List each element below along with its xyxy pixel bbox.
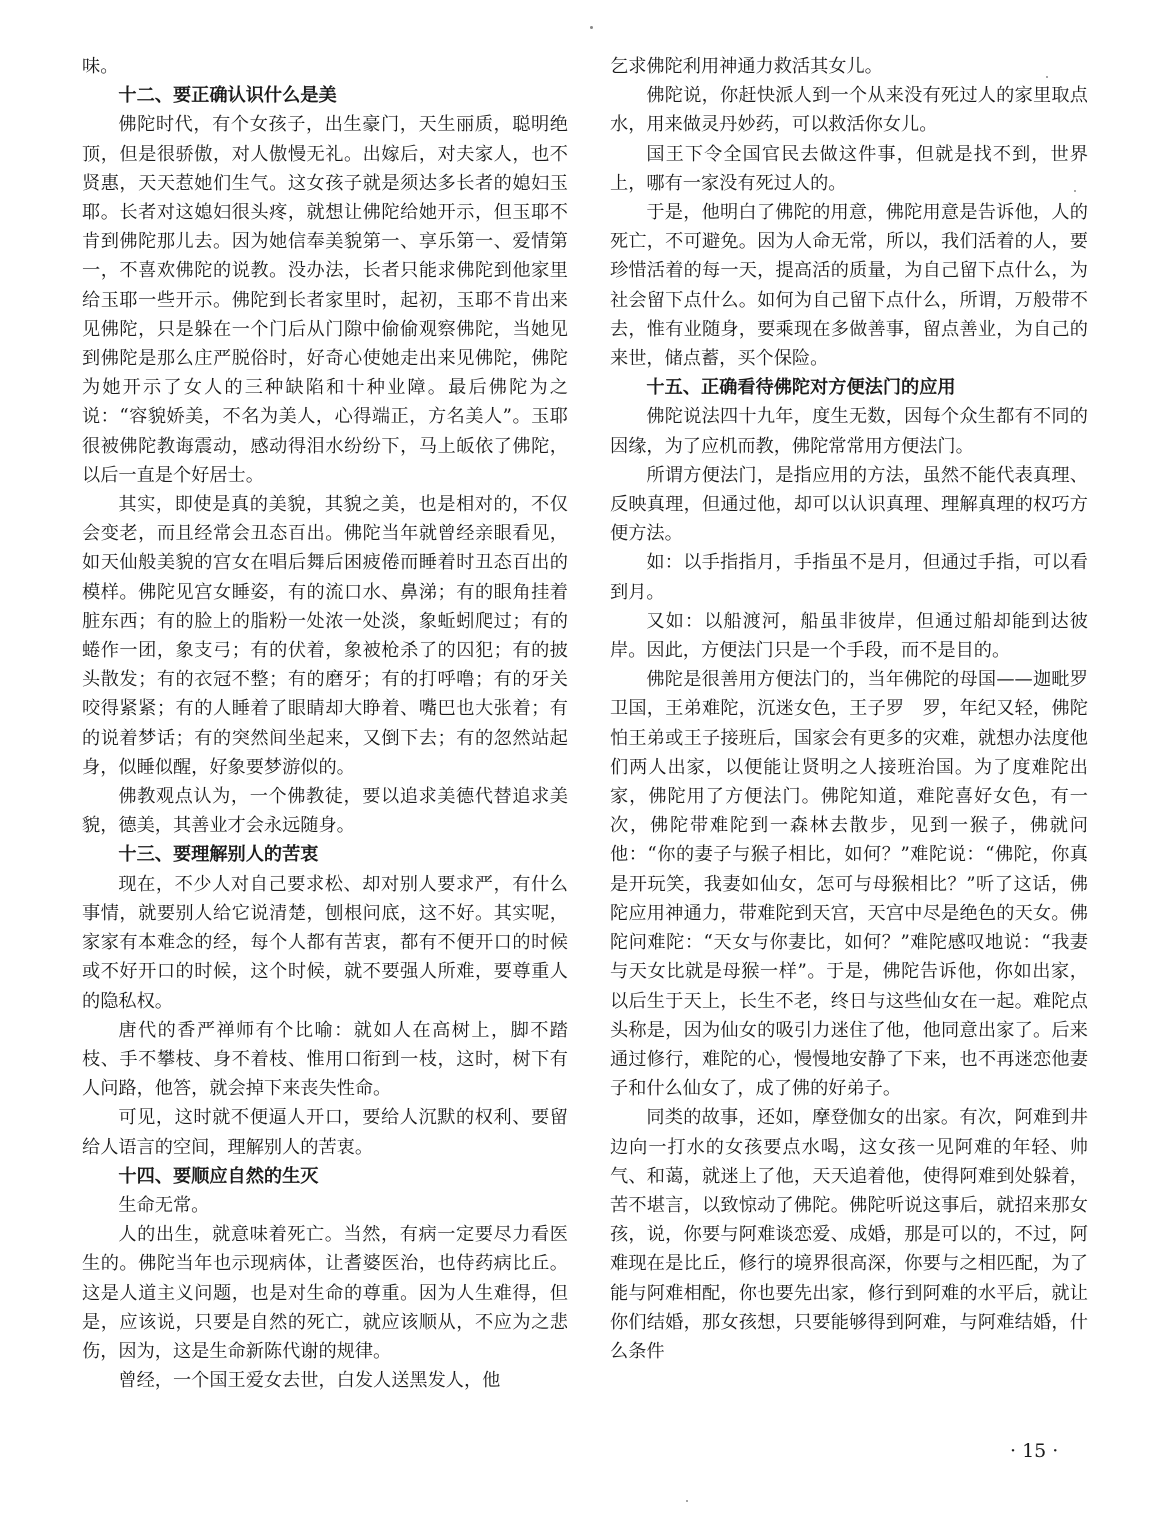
section-heading: 十四、要顺应自然的生灭 (118, 1165, 319, 1187)
paragraph: 国王下令全国官民去做这件事，但就是找不到，世界上，哪有一家没有死过人的。 (610, 143, 1088, 194)
paragraph: 所谓方便法门，是指应用的方法，虽然不能代表真理、反映真理，但通过他，却可以认识真理、理解真理的权巧方便方法。 (610, 464, 1088, 545)
left-text-column (82, 52, 568, 1395)
paragraph: 曾经，一个国王爱女去世，白发人送黑发人，他 (118, 1370, 501, 1392)
paragraph: 佛陀是很善用方便法门的，当年佛陀的母国——迦毗罗卫国，王弟难陀，沉迷女色，王子罗 罗，年纪又轻，佛陀怕王弟或王子接班后，国家会有更多的灾难，就想办法度他们两人出家，以便能让贤明之人接班治国。为了度难陀出家，佛陀用了方便法门。佛陀知道，难陀喜好女色，有一次，佛陀带难陀到一森林去散步，见到一猴子，佛就问他：“你的妻子与猴子相比，如何？”难陀说：“佛陀，你真是开玩笑，我妻如仙女，怎可与母猴相比？”听了这话，佛陀应用神通力，带难陀到天宫，天宫中尽是绝色的天女。佛陀问难陀：“天女与你妻比，如何？”难陀感叹地说：“我妻与天女比就是母猴一样”。于是，佛陀告诉他，你如出家，以后生于天上，长生不老，终日与这些仙女在一起。难陀点头称是，因为仙女的吸引力迷住了他，他同意出家了。后来通过修行，难陀的心，慢慢地安静了下来，也不再迷恋他妻子和什么仙女了，成了佛的好弟子。 (610, 669, 1088, 1100)
paragraph: 于是，他明白了佛陀的用意，佛陀用意是告诉他，人的死亡，不可避免。因为人命无常，所以，我们活着的人，要珍惜活着的每一天，提高活的质量，为自己留下点什么，为社会留下点什么。如何为自己留下点什么，所谓，万般带不去，惟有业随身，要乘现在多做善事，留点善业，为自己的来世，储点蓄，买个保险。 (610, 202, 1088, 370)
right-text-column (610, 52, 1088, 1366)
scan-speck (686, 1500, 688, 1502)
paragraph: 如：以手指指月，手指虽不是月，但通过手指，可以看到月。 (610, 552, 1088, 603)
scan-speck (590, 26, 593, 29)
section-heading: 十二、要正确认识什么是美 (118, 85, 337, 107)
paragraph: 佛教观点认为，一个佛教徒，要以追求美德代替追求美貌，德美，其善业才会永远随身。 (82, 786, 568, 837)
paragraph: 佛陀时代，有个女孩子，出生豪门，天生丽质，聪明绝顶，但是很骄傲，对人傲慢无礼。出嫁后，对夫家人，也不贤惠，天天惹她们生气。这女孩子就是须达多长者的媳妇玉耶。长者对这媳妇很头疼，就想让佛陀给她开示，但玉耶不肯到佛陀那儿去。因为她信奉美貌第一、享乐第一、爱情第一，不喜欢佛陀的说教。没办法，长者只能求佛陀到他家里给玉耶一些开示。佛陀到长者家里时，起初，玉耶不肯出来见佛陀，只是躲在一个门后从门隙中偷偷观察佛陀，当她见到佛陀是那么庄严脱俗时，好奇心使她走出来见佛陀，佛陀为她开示了女人的三种缺陷和十种业障。最后佛陀为之说：“容貌娇美，不名为美人，心得端正，方名美人”。玉耶很被佛陀教诲震动，感动得泪水纷纷下，马上皈依了佛陀，以后一直是个好居士。 (82, 114, 568, 486)
paragraph: 生命无常。 (118, 1194, 210, 1216)
paragraph: 佛陀说，你赶快派人到一个从来没有死过人的家里取点水，用来做灵丹妙药，可以救活你女儿。 (610, 85, 1088, 136)
paragraph: 味。 (82, 56, 119, 77)
paragraph: 唐代的香严禅师有个比喻：就如人在高树上，脚不踏枝、手不攀枝、身不着枝、惟用口衔到一枝，这时，树下有人问路，他答，就会掉下来丧失性命。 (82, 1019, 568, 1100)
paragraph: 乞求佛陀利用神通力救活其女儿。 (610, 56, 883, 77)
scan-speck (1074, 190, 1076, 192)
paragraph: 又如：以船渡河，船虽非彼岸，但通过船却能到达彼岸。因此，方便法门只是一个手段，而不是目的。 (610, 610, 1088, 662)
paragraph: 同类的故事，还如，摩登伽女的出家。有次，阿难到井边向一打水的女孩要点水喝，这女孩一见阿难的年轻、帅气、和蔼，就迷上了他，天天追着他，使得阿难到处躲着，苦不堪言，以致惊动了佛陀。佛陀听说这事后，就招来那女孩，说，你要与阿难谈恋爱、成婚，那是可以的，不过，阿难现在是比丘，修行的境界很高深，你要与之相匹配，为了能与阿难相配，你也要先出家，修行到阿难的水平后，就让你们结婚，那女孩想，只要能够得到阿难，与阿难结婚，什么条件 (610, 1107, 1088, 1362)
section-heading: 十三、要理解别人的苦衷 (118, 844, 319, 866)
paragraph: 人的出生，就意味着死亡。当然，有病一定要尽力看医生的。佛陀当年也示现病体，让耆婆医治，也侍药病比丘。这是人道主义问题，也是对生命的尊重。因为人生难得，但是，应该说，只要是自然的死亡，就应该顺从，不应为之悲伤，因为，这是生命新陈代谢的规律。 (82, 1224, 568, 1362)
scan-speck (1046, 76, 1048, 78)
paragraph: 佛陀说法四十九年，度生无数，因每个众生都有不同的因缘，为了应机而教，佛陀常常用方便法门。 (610, 406, 1088, 457)
paragraph: 其实，即使是真的美貌，其貌之美，也是相对的，不仅会变老，而且经常会丑态百出。佛陀当年就曾经亲眼看见，如天仙般美貌的宫女在唱后舞后困疲倦而睡着时丑态百出的模样。佛陀见宫女睡姿，有的流口水、鼻涕；有的眼角挂着脏东西；有的脸上的脂粉一处浓一处淡，象蚯蚓爬过；有的蜷作一团，象支弓；有的伏着，象被枪杀了的囚犯；有的披头散发；有的衣冠不整；有的磨牙；有的打呼噜；有的牙关咬得紧紧；有的人睡着了眼睛却大睁着、嘴巴也大张着；有的说着梦话；有的突然间坐起来，又倒下去；有的忽然站起身，似睡似醒，好象要梦游似的。 (82, 494, 568, 778)
paragraph: 可见，这时就不便逼人开口，要给人沉默的权利、要留给人语言的空间，理解别人的苦衷。 (82, 1107, 568, 1158)
section-heading: 十五、正确看待佛陀对方便法门的应用 (646, 377, 956, 399)
paragraph: 现在，不少人对自己要求松、却对别人要求严，有什么事情，就要别人给它说清楚，刨根问底，这不好。其实呢，家家有本难念的经，每个人都有苦衷，都有不便开口的时候或不好开口的时候，这个时候，就不要强人所难，要尊重人的隐私权。 (82, 873, 568, 1012)
page-number: · 15 · (1010, 1440, 1059, 1462)
